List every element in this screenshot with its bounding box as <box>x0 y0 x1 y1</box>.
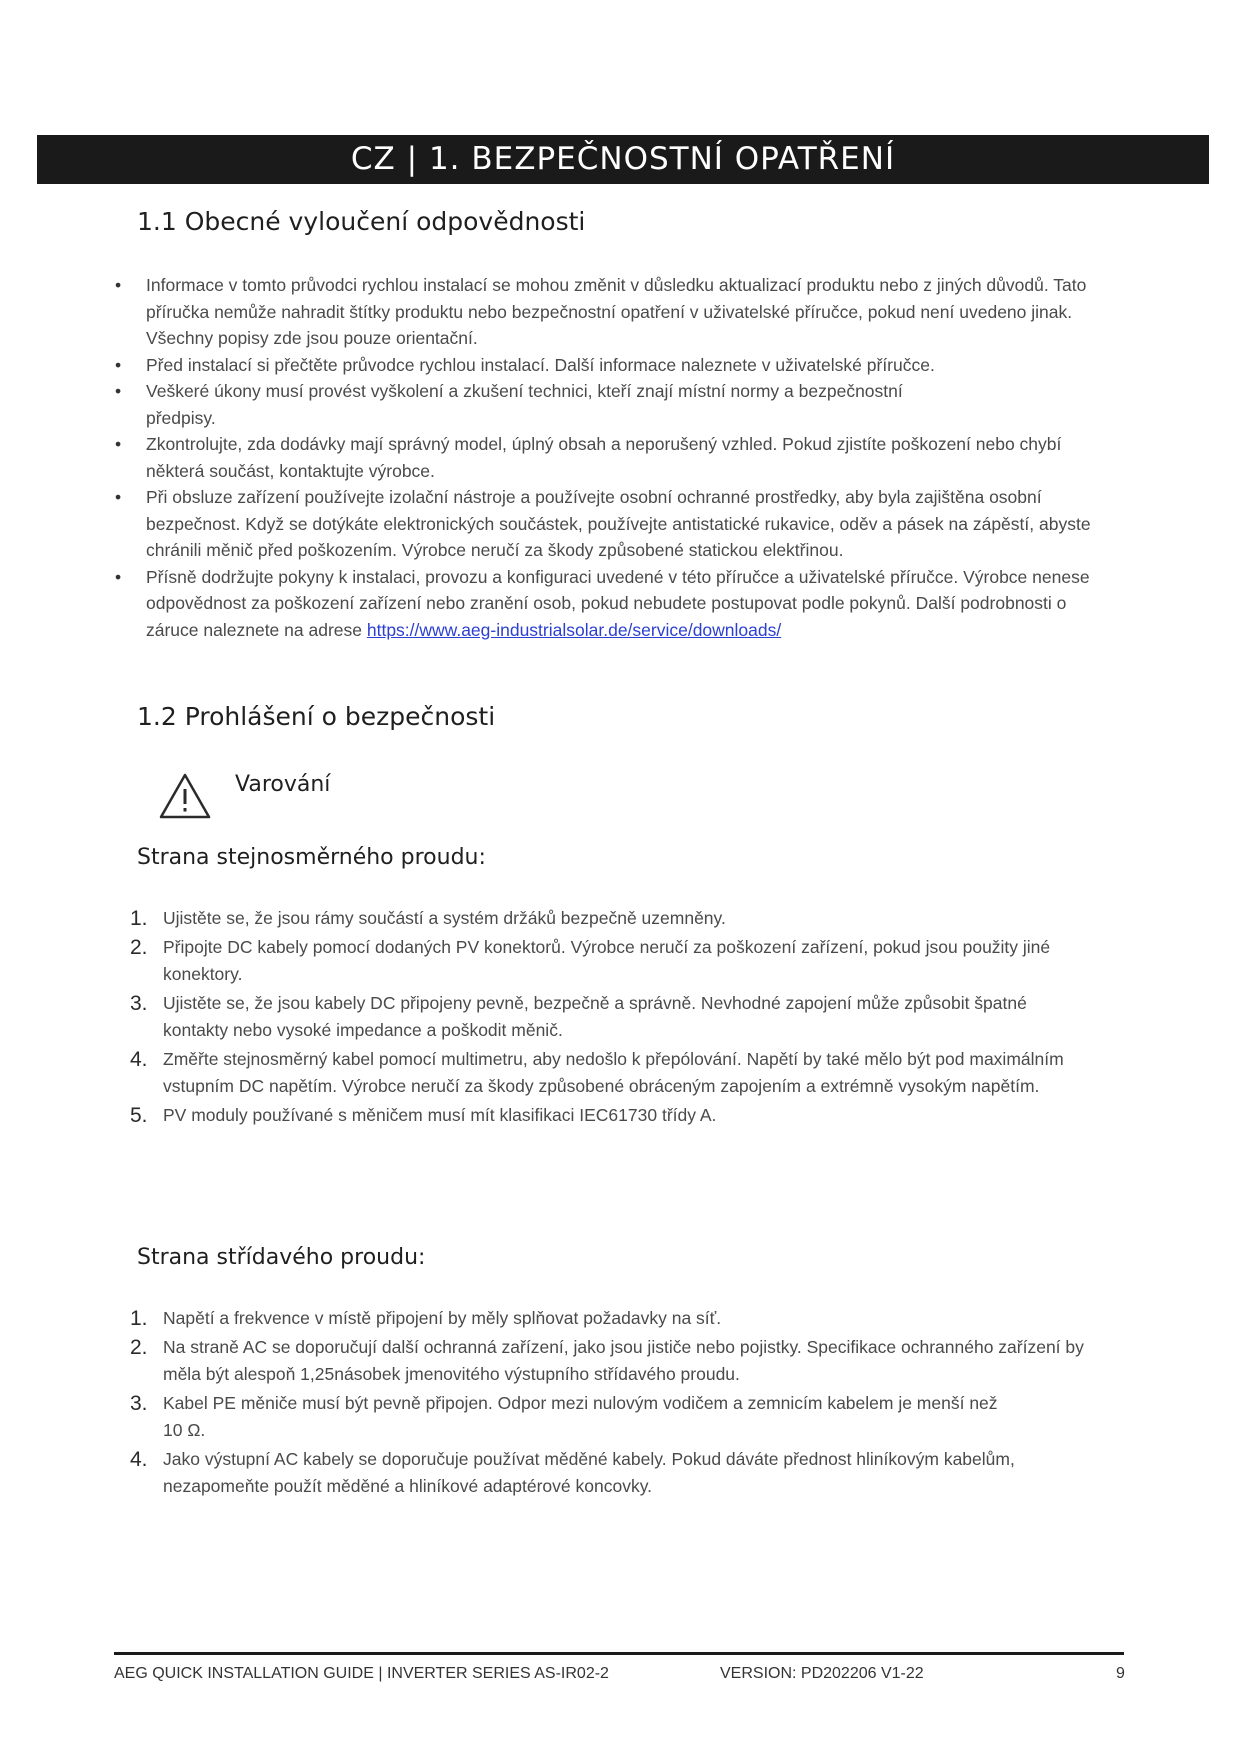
list-item <box>146 564 1106 644</box>
list-item: 1. Napětí a frekvence v místě připojení by měly splňovat požadavky na síť. <box>130 1307 722 1330</box>
heading-ac-side: Strana střídavého proudu: <box>137 1245 426 1270</box>
list-number: 1. <box>130 1307 148 1330</box>
footer-guide-title: AEG QUICK INSTALLATION GUIDE | INVERTER SERIES AS-IR02-2 <box>114 1665 609 1682</box>
footer-version: VERSION: PD202206 V1-22 <box>720 1665 924 1682</box>
heading-dc-side: Strana stejnosměrného proudu: <box>137 845 486 870</box>
list-number: 3. <box>130 1391 148 1415</box>
warning-triangle-icon <box>158 772 212 820</box>
downloads-link[interactable]: https://www.aeg-industrialsolar.de/service/downloads/ <box>366 619 782 640</box>
list-number: 2. <box>130 1335 148 1359</box>
list-item: 3. Ujistěte se, že jsou kabely DC připojeny pevně, bezpečně a správně. Nevhodné zapojení může způsobit špatné kontakty nebo vysoké impedance a poškodit měnič. <box>130 991 1027 1040</box>
section-banner: CZ | 1. BEZPEČNOSTNÍ OPATŘENÍ <box>37 135 1209 184</box>
list-item: 3. Kabel PE měniče musí být pevně připojen. Odpor mezi nulovým vodičem a zemnicím kabelem je menší než 10 Ω. <box>130 1391 998 1440</box>
list-number: 5. <box>130 1103 148 1127</box>
list-item: 2. Na straně AC se doporučují další ochranná zařízení, jako jsou jističe nebo pojistky. Specifikace ochranného zařízení by měla být alespoň 1,25násobek jmenovitého výstupního střídavého proudu. <box>130 1335 1084 1384</box>
list-item: • Informace v tomto průvodci rychlou instalací se mohou změnit v důsledku aktualizací produktu nebo z jiných důvodů. Tato příručka nemůže nahradit štítky produktu nebo bezpečnostní opatření v uživatelské příručce, pokud není uvedeno jinak. Všechny popisy zde jsou pouze orientační. <box>146 272 1106 352</box>
list-item: • Před instalací si přečtěte průvodce rychlou instalací. Další informace naleznete v uživatelské příručce. <box>146 352 1106 379</box>
list-item-text: Přísně dodržujte pokyny k instalaci, provozu a konfiguraci uvedené v této příručce a uživatelské příručce. Výrobce nenese odpovědnost za poškození zařízení nebo zranění osob, pokud nebudete postupovat podle pokynů. Další podrobnosti o záruce naleznete na adrese <box>146 566 1090 640</box>
heading-safety-statement: 1.2 Prohlášení o bezpečnosti <box>137 702 496 731</box>
disclaimer-bullet-list <box>146 272 1106 643</box>
heading-general-disclaimer: 1.1 Obecné vyloučení odpovědnosti <box>137 207 586 236</box>
list-number: 4. <box>130 1047 148 1071</box>
list-item: • Při obsluze zařízení používejte izolační nástroje a používejte osobní ochranné prostředky, aby byla zajištěna osobní bezpečnost. Když se dotýkáte elektronických součástek, používejte antistatické rukavice, oděv a pásek na zápěstí, abyste chránili měnič před poškozením. Výrobce neručí za škody způsobené statickou elektřinou. <box>146 484 1106 564</box>
list-item: 1. Ujistěte se, že jsou rámy součástí a systém držáků bezpečně uzemněny. <box>130 907 726 930</box>
list-number: 1. <box>130 907 148 930</box>
list-item: 2. Připojte DC kabely pomocí dodaných PV konektorů. Výrobce neručí za poškození zařízení, pokud jsou použity jiné konektory. <box>130 935 1051 984</box>
list-item: 5. PV moduly používané s měničem musí mít klasifikaci IEC61730 třídy A. <box>130 1103 717 1127</box>
list-item: • Veškeré úkony musí provést vyškolení a zkušení technici, kteří znají místní normy a bezpečnostní předpisy. <box>146 378 1106 431</box>
list-number: 3. <box>130 991 148 1015</box>
list-item: 4. Změřte stejnosměrný kabel pomocí multimetru, aby nedošlo k přepólování. Napětí by také mělo být pod maximálním vstupním DC napětím. Výrobce neručí za škody způsobené obráceným zapojením a extrémně vysokým napětím. <box>130 1047 1064 1096</box>
list-number: 2. <box>130 935 148 959</box>
ac-numbered-list <box>130 1305 1090 1502</box>
list-item: • Zkontrolujte, zda dodávky mají správný model, úplný obsah a neporušený vzhled. Pokud zjistíte poškození nebo chybí některá součást, kontaktujte výrobce. <box>146 431 1106 484</box>
list-number: 4. <box>130 1447 148 1471</box>
warning-label: Varování <box>235 772 331 797</box>
dc-numbered-list <box>130 905 1090 1130</box>
page-number: 9 <box>1116 1665 1125 1682</box>
list-item: 4. Jako výstupní AC kabely se doporučuje používat měděné kabely. Pokud dáváte přednost hliníkovým kabelům, nezapomeňte použít měděné a hliníkové adaptérové koncovky. <box>130 1447 1015 1496</box>
footer-divider <box>114 1652 1124 1655</box>
